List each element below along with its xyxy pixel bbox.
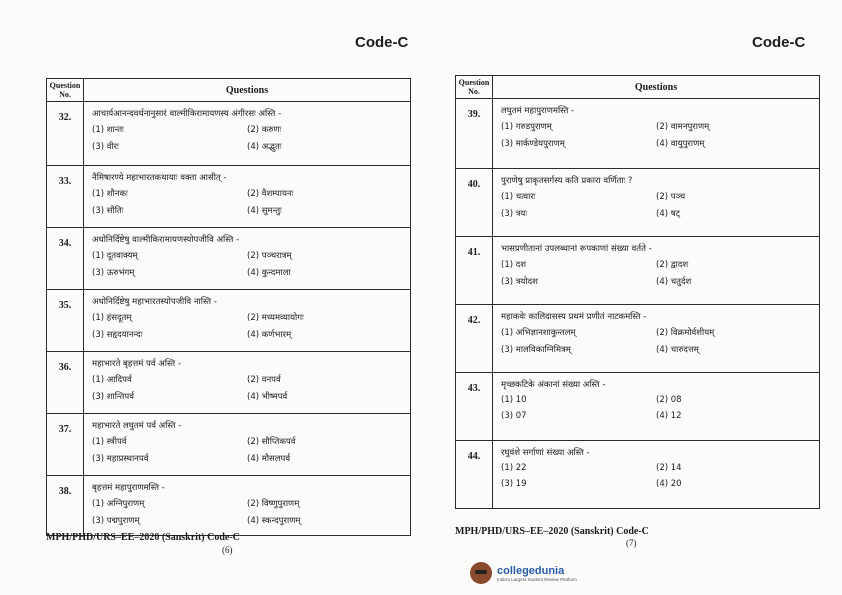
option-1: (1) 10 [501, 395, 527, 405]
option-2: (2) वनपर्व [247, 375, 281, 385]
question-table-left [46, 78, 411, 536]
question-row [456, 169, 820, 237]
options-grid [501, 191, 811, 219]
question-cell [493, 441, 820, 509]
question-cell [84, 102, 411, 166]
question-row [47, 414, 411, 476]
option-2: (2) विक्रमोर्वशीयम् [656, 328, 715, 338]
option-3: (3) 19 [501, 479, 527, 489]
option-4: (4) 20 [656, 479, 682, 489]
option-1: (1) स्त्रीपर्व [92, 437, 127, 447]
option-3: (3) मालविकाग्निमित्रम् [501, 345, 571, 355]
question-text: रघुवंशे सर्गाणां संख्या अस्ति - [501, 448, 590, 458]
option-2: (2) 08 [656, 395, 682, 405]
question-cell [493, 237, 820, 305]
options-grid [501, 121, 811, 149]
question-number: 33. [47, 166, 84, 228]
question-text: महाकवेः कालिदासस्य प्रथमं प्रणीतं नाटकमस्ति - [501, 312, 647, 322]
question-number: 42. [456, 305, 493, 373]
option-4: (4) चारुदत्तम् [656, 345, 699, 355]
option-4: (4) कर्णभारम् [247, 330, 292, 340]
question-row [456, 305, 820, 373]
question-text: मृच्छकटिके अंकानां संख्या अस्ति - [501, 380, 606, 390]
option-4: (4) स्कन्दपुराणम् [247, 516, 301, 526]
option-1: (1) हंसदूतम् [92, 313, 132, 323]
option-2: (2) 14 [656, 463, 682, 473]
option-3: (3) शान्तिपर्व [92, 392, 134, 402]
option-3: (3) वीरः [92, 142, 119, 152]
option-1: (1) गरुडपुराणम् [501, 122, 552, 132]
question-cell [493, 99, 820, 169]
question-number: 43. [456, 373, 493, 441]
option-3: (3) त्रयोदश [501, 277, 538, 287]
option-4: (4) अद्भुतः [247, 142, 282, 152]
question-cell [493, 305, 820, 373]
option-3: (3) त्रयः [501, 209, 528, 219]
option-4: (4) वायुपुराणम् [656, 139, 705, 149]
code-label-right: Code-C [752, 34, 806, 51]
options-grid [92, 374, 402, 402]
left-page [46, 78, 411, 536]
options-grid [92, 188, 402, 216]
question-number: 40. [456, 169, 493, 237]
question-text: भासप्रणीतानां उपलब्धानां रूपकाणां संख्या वर्तते - [501, 244, 652, 254]
option-2: (2) मध्यमव्यायोगः [247, 313, 304, 323]
question-row [47, 352, 411, 414]
option-2: (2) पञ्च [656, 192, 686, 202]
option-3: (3) महाप्रस्थानपर्व [92, 454, 149, 464]
collegedunia-watermark [470, 562, 577, 584]
questions-header: Questions [84, 79, 411, 102]
question-row [47, 476, 411, 536]
option-1: (1) दूतवाक्यम् [92, 251, 138, 261]
question-row [456, 99, 820, 169]
option-3: (3) मार्कण्डेयपुराणम् [501, 139, 565, 149]
options-grid [92, 124, 402, 152]
option-1: (1) अभिज्ञानशाकुन्तलम् [501, 328, 576, 338]
question-text: लघुतमं महापुराणमस्ति - [501, 106, 575, 116]
option-2: (2) सौप्तिकपर्व [247, 437, 296, 447]
option-1: (1) चत्वारः [501, 192, 536, 202]
question-number: 39. [456, 99, 493, 169]
option-2: (2) विष्णुपुराणम् [247, 499, 300, 509]
options-grid [501, 259, 811, 287]
option-1: (1) आदिपर्व [92, 375, 132, 385]
right-page [455, 75, 820, 509]
option-3: (3) 07 [501, 411, 527, 421]
options-grid [501, 463, 811, 489]
option-2: (2) वैशम्पायनः [247, 189, 294, 199]
question-cell [84, 228, 411, 290]
question-row [456, 441, 820, 509]
option-2: (2) करुणः [247, 125, 282, 135]
question-row [456, 237, 820, 305]
footer-left: MPH/PHD/URS–EE–2020 (Sanskrit) Code-C [46, 532, 240, 543]
question-text: आचार्यआनन्दवर्धनानुसारं वाल्मीकिरामायणस्य अंगीरसः अस्ति - [92, 109, 282, 119]
watermark-name: collegedunia [497, 564, 565, 577]
option-3: (3) सौतिः [92, 206, 124, 216]
mascot-icon [470, 562, 492, 584]
footer-right: MPH/PHD/URS–EE–2020 (Sanskrit) Code-C [455, 526, 649, 537]
options-grid [92, 250, 402, 278]
question-number: 44. [456, 441, 493, 509]
page-number-left: (6) [222, 545, 233, 555]
question-no-header: Question No. [456, 76, 493, 99]
option-4: (4) सुमन्तुः [247, 206, 282, 216]
option-3: (3) पद्मपुराणम् [92, 516, 140, 526]
question-cell [84, 476, 411, 536]
questions-header: Questions [493, 76, 820, 99]
option-1: (1) दश [501, 260, 527, 270]
question-row [47, 166, 411, 228]
options-grid [501, 327, 811, 355]
option-2: (2) पञ्चरात्रम् [247, 251, 292, 261]
question-row [47, 290, 411, 352]
question-number: 38. [47, 476, 84, 536]
option-4: (4) मौसलपर्व [247, 454, 291, 464]
options-grid [92, 312, 402, 340]
option-3: (3) सहृदयानन्दः [92, 330, 143, 340]
question-text: अधोनिर्दिष्टेषु महाभारतस्योपजीवि नास्ति - [92, 297, 217, 307]
question-text: महाभारते लघुतमं पर्व अस्ति - [92, 421, 182, 431]
question-cell [84, 352, 411, 414]
question-number: 35. [47, 290, 84, 352]
question-text: पुराणेषु प्राकृतसर्गस्य कति प्रकारा वर्णिताः ? [501, 176, 633, 186]
page-number-right: (7) [626, 538, 637, 548]
option-1: (1) शौनकः [92, 189, 128, 199]
options-grid [92, 436, 402, 464]
options-grid [92, 498, 402, 526]
question-text: अधोनिर्दिष्टेषु वाल्मीकिरामायणस्योपजीवि अस्ति - [92, 235, 240, 245]
question-cell [84, 414, 411, 476]
option-4: (4) कुन्दमाला [247, 268, 291, 278]
question-number: 32. [47, 102, 84, 166]
question-text: बृहत्तमं महापुराणमस्ति - [92, 483, 165, 493]
option-4: (4) षट् [656, 209, 680, 219]
question-cell [84, 166, 411, 228]
question-number: 37. [47, 414, 84, 476]
option-4: (4) चतुर्दश [656, 277, 692, 287]
question-cell [493, 169, 820, 237]
watermark-tagline: India's Largest Student Review Platform [497, 576, 577, 582]
option-1: (1) अग्निपुराणम् [92, 499, 145, 509]
option-1: (1) शान्तः [92, 125, 124, 135]
options-grid [501, 395, 811, 421]
question-number: 34. [47, 228, 84, 290]
option-4: (4) 12 [656, 411, 682, 421]
option-2: (2) वामनपुराणम् [656, 122, 710, 132]
question-cell [493, 373, 820, 441]
question-row [47, 228, 411, 290]
option-3: (3) ऊरुभंगम् [92, 268, 135, 278]
question-row [47, 102, 411, 166]
option-4: (4) भीष्मपर्व [247, 392, 288, 402]
question-number: 41. [456, 237, 493, 305]
question-number: 36. [47, 352, 84, 414]
question-cell [84, 290, 411, 352]
question-no-header: Question No. [47, 79, 84, 102]
question-row [456, 373, 820, 441]
question-text: नैमिषारण्ये महाभारतकथायाः वक्ता आसीत् - [92, 173, 227, 183]
question-text: महाभारते बृहत्तमं पर्व अस्ति - [92, 359, 181, 369]
option-1: (1) 22 [501, 463, 527, 473]
code-label-left: Code-C [355, 34, 409, 51]
option-2: (2) द्वादश [656, 260, 689, 270]
question-table-right [455, 75, 820, 509]
